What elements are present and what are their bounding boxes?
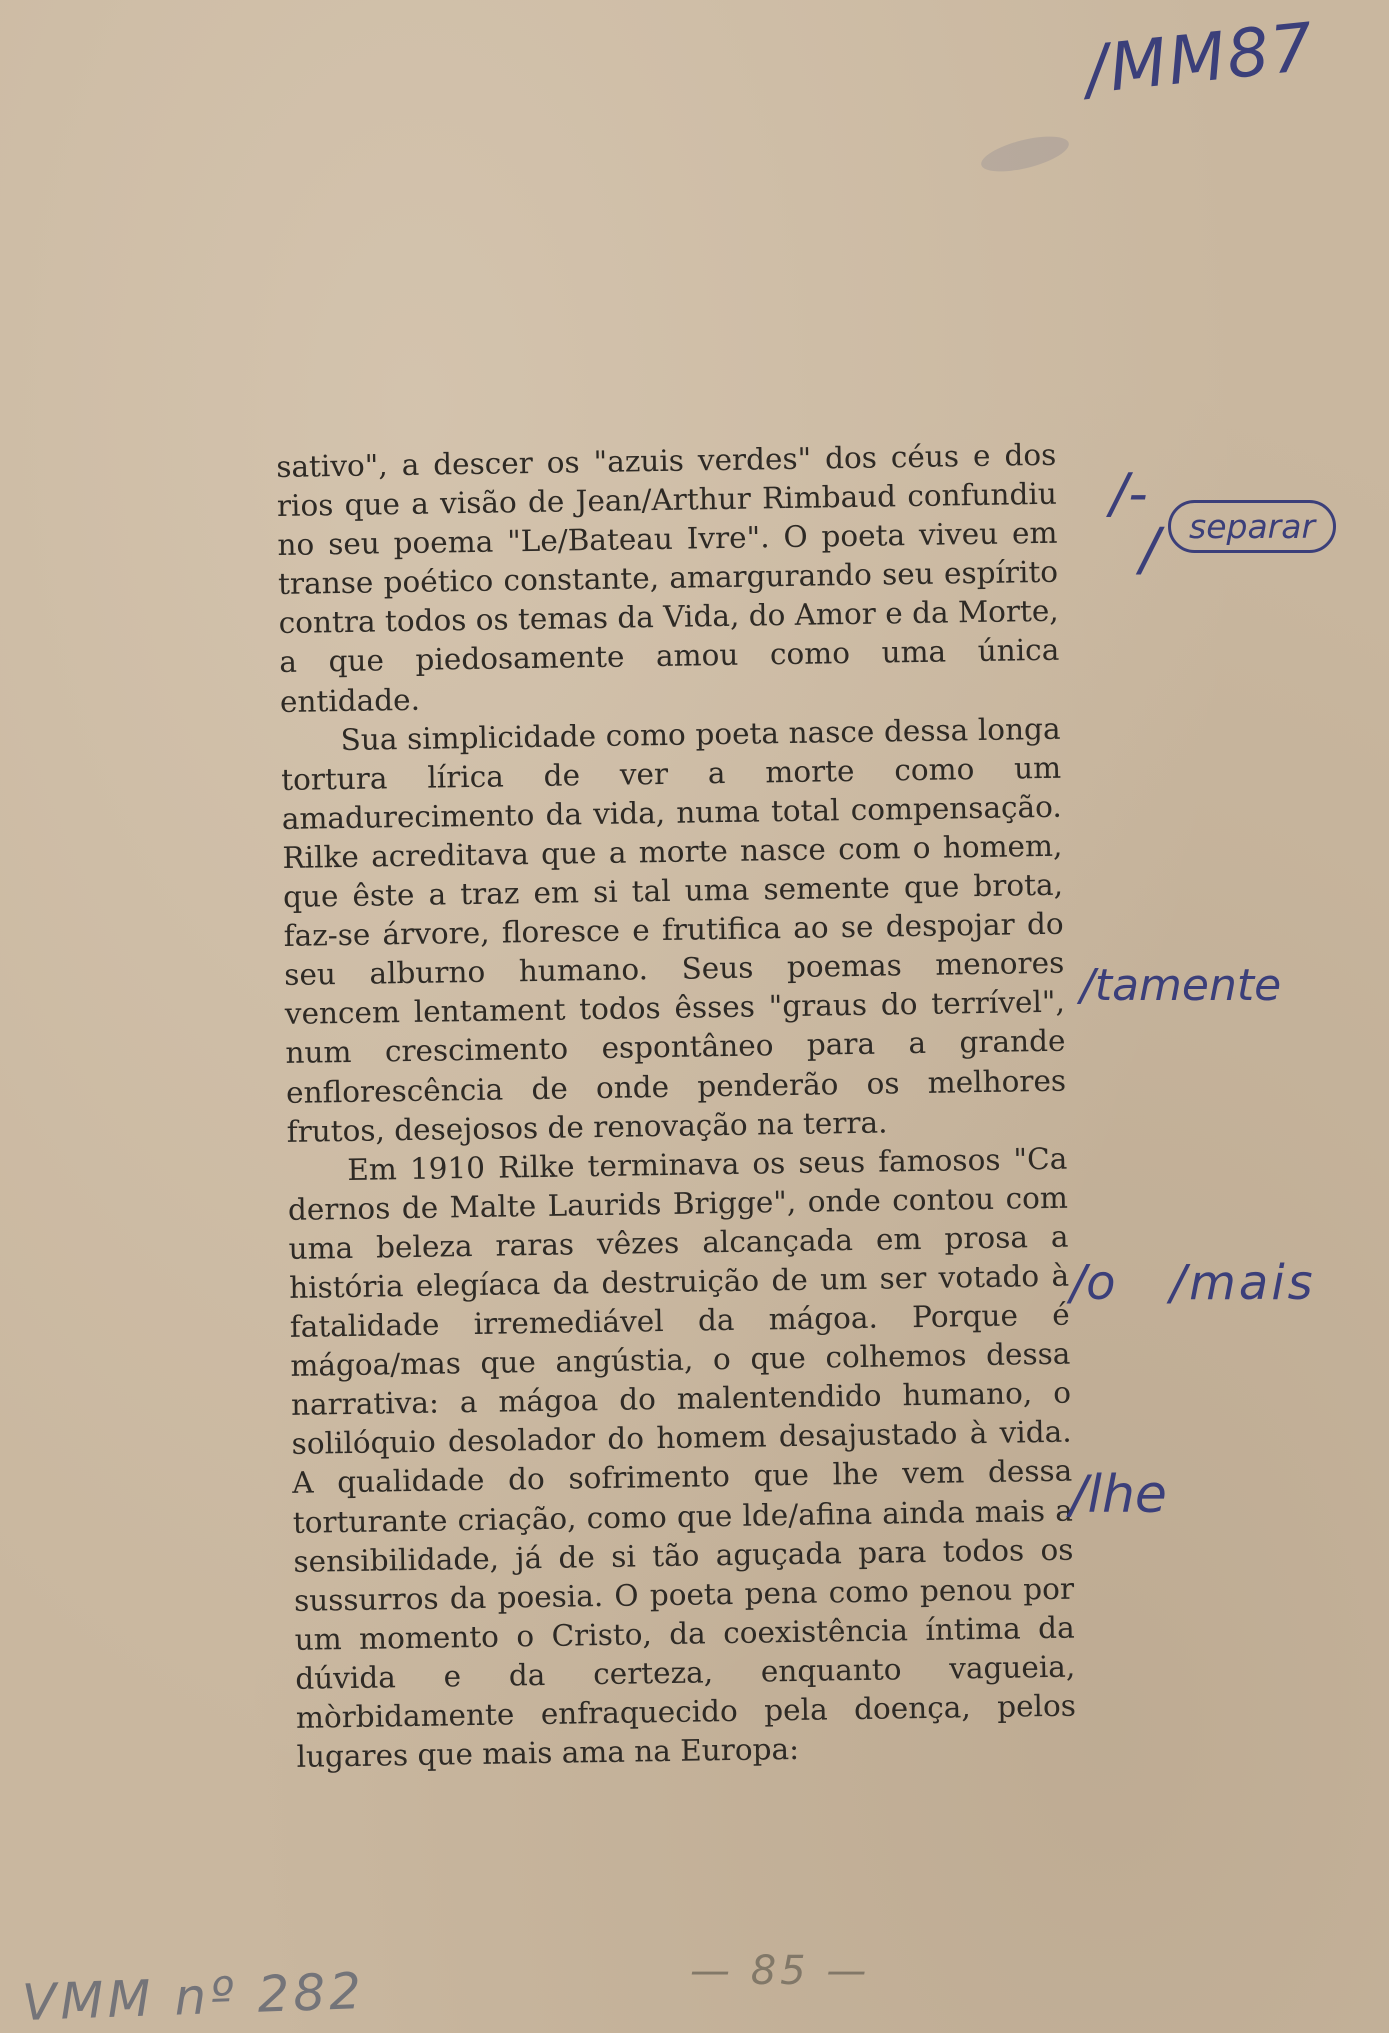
margin-note-mais: /mais <box>1170 1255 1316 1311</box>
margin-note-separar: separar <box>1168 500 1336 553</box>
margin-note-separar-slash: / <box>1140 515 1160 583</box>
typed-text-block <box>276 436 1077 1774</box>
margin-note-tamente: /tamente <box>1080 960 1282 1011</box>
page-number: — 85 — <box>690 1948 871 1994</box>
margin-note-o: /o <box>1070 1255 1116 1311</box>
archive-code: /MM87 <box>1081 8 1319 109</box>
paragraph-3: Em 1910 Rilke terminava os seus famosos "Ca dernos de Malte Laurids Brigge", onde contou com uma beleza raras vêzes alcançada em prosa a história elegíaca da destruição de um ser votado à fatalidade irremediável da mágoa. Porque é mágoa/mas que angústia, o que colhemos dessa narrativa: a mágoa do malentendido humano, o solilóquio desolador do homem desajustado à vida. A qualidade do sofrimento que lhe vem dessa torturante criação, como que lde/afina ainda mais a sensibilidade, já de si tão aguçada para todos os sussurros da poesia. O poeta pena como penou por um momento o Cristo, da coexistência íntima da dúvida e da certeza, enquanto vagueia, mòrbidamente enfraquecido pela doença, pelos lugares que mais ama na Europa: <box>287 1141 1077 1774</box>
paragraph-1: sativo", a descer os "azuis verdes" dos céus e dos rios que a visão de Jean/Arthur Rimbaud confundiu no seu poema "Le/Bateau Ivre". O poeta viveu em transe poético constante, amargurando seu espírito contra todos os temas da Vida, do Amor e da Morte, a que piedosamente amou como uma única entidade. <box>276 437 1060 719</box>
paragraph-2: Sua simplicidade como poeta nasce dessa longa tortura lírica de ver a morte como um amadurecimento da vida, numa total compensação. Rilke acreditava que a morte nasce com o homem, que êste a traz em si tal uma semente que brota, faz-se árvore, floresce e frutifica ao se despojar do seu alburno humano. Seus poemas menores vencem lentament todos êsses "graus do terrível", num crescimento espontâneo para a grande enflorescência de onde penderão os melhores frutos, desejosos de renovação na terra. <box>280 711 1067 1149</box>
ink-smudge <box>978 130 1072 179</box>
margin-note-dash: /- <box>1110 462 1148 525</box>
margin-note-lhe: /lhe <box>1070 1465 1167 1525</box>
inventory-number: VMM nº 282 <box>21 1962 366 2032</box>
